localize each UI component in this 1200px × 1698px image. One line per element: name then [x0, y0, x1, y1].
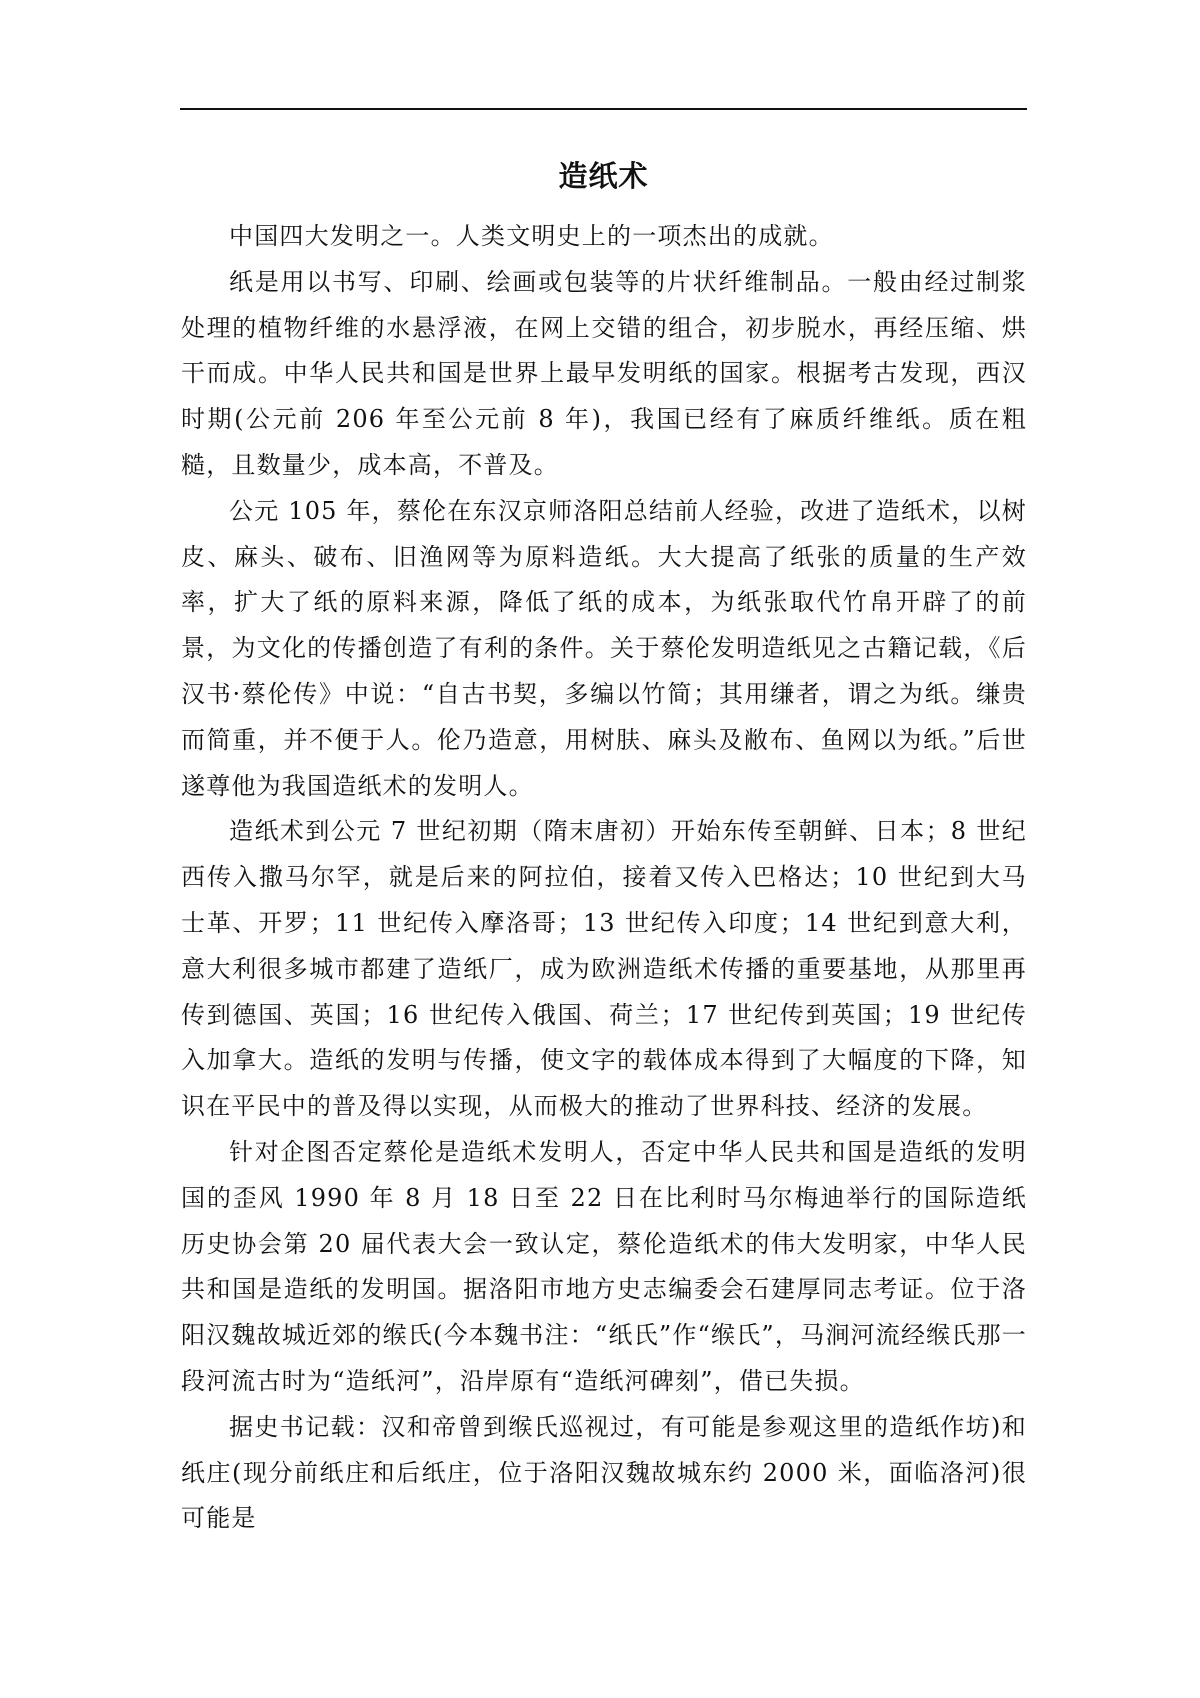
paragraph-records: 据史书记载：汉和帝曾到缑氏巡视过，有可能是参观这里的造纸作坊)和纸庄(现分前纸庄和后纸庄，位于洛阳汉魏故城东约 2000 米，面临洛河)很可能是 — [181, 1412, 1027, 1533]
paragraph-intro: 中国四大发明之一。人类文明史上的一项杰出的成就。 — [229, 222, 834, 250]
article-body — [181, 214, 1027, 1542]
page-title: 造纸术 — [558, 159, 649, 193]
paragraph-spread: 造纸术到公元 7 世纪初期（隋末唐初）开始东传至朝鲜、日本；8 世纪西传入撒马尔罕，就是后来的阿拉伯，接着又传入巴格达；10 世纪到大马士革、开罗；11 世纪传入摩洛哥；13 世纪传入印度；14 世纪到意大利，意大利很多城市都建了造纸厂，成为欧洲造纸术传播的重要基地，从那里再传到德国、英国；16 世纪传入俄国、荷兰；17 世纪传到英国；19 世纪传入加拿大。造纸的发明与传播，使文字的载体成本得到了大幅度的下降，知识在平民中的普及得以实现，从而极大的推动了世界科技、经济的发展。 — [181, 817, 1027, 1121]
paragraph-cai-lun: 公元 105 年，蔡伦在东汉京师洛阳总结前人经验，改进了造纸术，以树皮、麻头、破布、旧渔网等为原料造纸。大大提高了纸张的质量的生产效率，扩大了纸的原料来源，降低了纸的成本，为纸张取代竹帛开辟了的前景，为文化的传播创造了有利的条件。关于蔡伦发明造纸见之古籍记载，《后汉书·蔡伦传》中说：“自古书契，多编以竹简；其用缣者，谓之为纸。缣贵而简重，并不便于人。伦乃造意，用树肤、麻头及敝布、鱼网以为纸。”后世遂尊他为我国造纸术的发明人。 — [181, 496, 1027, 800]
paragraph-recognition: 针对企图否定蔡伦是造纸术发明人，否定中华人民共和国是造纸的发明国的歪风 1990 年 8 月 18 日至 22 日在比利时马尔梅迪举行的国际造纸历史协会第 20 届代表大会一致认定，蔡伦造纸术的伟大发明家，中华人民共和国是造纸的发明国。据洛阳市地方史志编委会石建厚同志考证。位于洛阳汉魏故城近郊的缑氏(今本魏书注：“纸氏”作“缑氏”，马涧河流经缑氏那一段河流古时为“造纸河”，沿岸原有“造纸河碑刻”，借已失损。 — [181, 1137, 1027, 1395]
paragraph-definition: 纸是用以书写、印刷、绘画或包装等的片状纤维制品。一般由经过制浆处理的植物纤维的水悬浮液，在网上交错的组合，初步脱水，再经压缩、烘干而成。中华人民共和国是世界上最早发明纸的国家。根据考古发现，西汉时期(公元前 206 年至公元前 8 年)，我国已经有了麻质纤维纸。质在粗糙，且数量少，成本高，不普及。 — [181, 267, 1027, 479]
header-rule — [180, 108, 1027, 110]
